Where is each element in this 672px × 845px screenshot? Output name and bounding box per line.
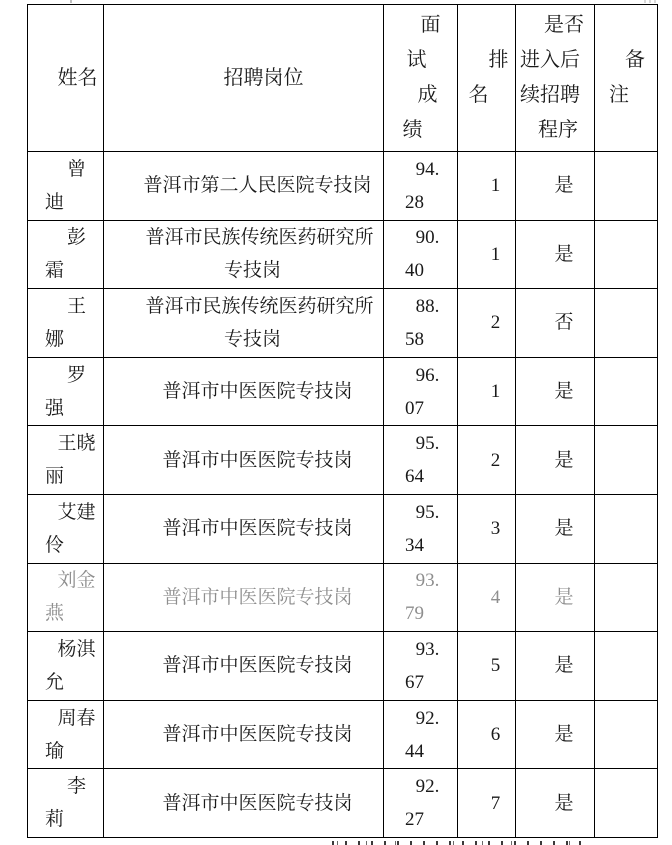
text-line: 允 <box>44 671 64 693</box>
cell-content <box>458 444 515 477</box>
column-header-score <box>384 5 458 152</box>
cell-content <box>384 8 457 148</box>
table-header <box>28 5 658 152</box>
text-line: 名 <box>468 84 489 106</box>
text-line: 普洱市第二人民医院专技岗 <box>143 175 372 197</box>
table-row <box>28 494 658 563</box>
cell-note <box>595 357 658 426</box>
cell-proceed <box>516 563 595 632</box>
table-row <box>28 152 658 221</box>
cutoff-text-fragment-bottom <box>332 841 590 845</box>
text-line: 6 <box>490 724 501 746</box>
cell-name <box>28 632 104 701</box>
cell-position <box>104 563 384 632</box>
column-header-proceed <box>516 5 595 152</box>
cell-note <box>595 700 658 769</box>
cell-score <box>384 220 458 289</box>
cell-content <box>458 649 515 682</box>
cell-rank <box>458 632 516 701</box>
text-line: 强 <box>44 397 64 419</box>
text-line: 79 <box>405 603 424 625</box>
text-line: 95. <box>415 433 440 455</box>
text-line: 专技岗 <box>223 328 281 350</box>
cell-content <box>458 787 515 820</box>
header-row <box>28 5 658 152</box>
text-line: 绩 <box>402 119 423 141</box>
cell-content <box>28 290 103 356</box>
cell-note <box>595 152 658 221</box>
text-line: 27 <box>405 809 424 831</box>
cell-content <box>28 770 103 836</box>
cell-content <box>28 427 103 493</box>
text-line: 成 <box>417 84 438 106</box>
column-header-position <box>104 5 384 152</box>
text-line: 是 <box>554 655 574 677</box>
text-line: 93. <box>415 638 440 660</box>
cell-proceed <box>516 289 595 358</box>
text-line: 7 <box>490 792 501 814</box>
table-row <box>28 769 658 838</box>
text-line: 1 <box>490 243 501 265</box>
text-line: 58 <box>405 328 424 350</box>
cell-proceed <box>516 494 595 563</box>
text-line: 彭 <box>66 227 86 249</box>
cell-position <box>104 152 384 221</box>
text-line: 28 <box>405 191 424 213</box>
cell-proceed <box>516 426 595 495</box>
cell-rank <box>458 769 516 838</box>
cell-content <box>28 702 103 768</box>
text-line: 备 <box>625 49 645 71</box>
cell-content <box>384 564 457 630</box>
column-header-name <box>28 5 104 152</box>
cell-name <box>28 152 104 221</box>
cell-name <box>28 426 104 495</box>
text-line: 67 <box>405 671 424 693</box>
cell-name <box>28 494 104 563</box>
cell-name <box>28 357 104 426</box>
cell-content <box>384 770 457 836</box>
cell-content <box>104 787 383 820</box>
cell-note <box>595 563 658 632</box>
text-line: 1 <box>490 381 501 403</box>
text-line: 周春 <box>57 707 96 729</box>
cell-score <box>384 700 458 769</box>
text-line: 燕 <box>44 603 64 625</box>
column-header-rank <box>458 5 516 152</box>
text-line: 试 <box>406 49 427 71</box>
cell-content <box>595 43 657 113</box>
text-line: 霜 <box>44 260 64 282</box>
cell-content <box>458 238 515 271</box>
text-line: 曾 <box>66 158 86 180</box>
text-line: 普洱市中医医院专技岗 <box>162 518 353 540</box>
cell-content <box>384 221 457 287</box>
cell-content <box>516 649 594 682</box>
cell-content <box>384 359 457 425</box>
cell-content <box>28 496 103 562</box>
text-line: 罗 <box>66 364 86 386</box>
text-line: 34 <box>405 534 424 556</box>
text-line: 64 <box>405 466 424 488</box>
cell-note <box>595 632 658 701</box>
cell-content <box>104 581 383 614</box>
cell-proceed <box>516 220 595 289</box>
text-line: 程序 <box>538 119 578 141</box>
text-line: 44 <box>405 740 424 762</box>
text-line: 艾建 <box>57 501 96 523</box>
text-line: 是 <box>554 175 574 197</box>
cell-content <box>458 375 515 408</box>
cell-rank <box>458 357 516 426</box>
results-table <box>27 4 658 838</box>
cell-content <box>384 427 457 493</box>
cell-proceed <box>516 632 595 701</box>
table-body <box>28 152 658 838</box>
cell-score <box>384 426 458 495</box>
cell-score <box>384 563 458 632</box>
cell-content <box>516 718 594 751</box>
cell-position <box>104 769 384 838</box>
cell-score <box>384 632 458 701</box>
cell-content <box>516 169 594 202</box>
text-line: 是 <box>554 792 574 814</box>
cell-content <box>384 633 457 699</box>
text-line: 1 <box>490 175 501 197</box>
text-line: 是 <box>554 586 574 608</box>
cell-content <box>458 718 515 751</box>
cell-rank <box>458 494 516 563</box>
text-line: 92. <box>415 707 440 729</box>
cell-content <box>28 61 103 96</box>
cell-content <box>384 153 457 219</box>
cell-content <box>384 702 457 768</box>
cell-score <box>384 769 458 838</box>
text-line: 94. <box>415 158 440 180</box>
table-row <box>28 632 658 701</box>
cell-rank <box>458 220 516 289</box>
text-line: 伶 <box>44 534 64 556</box>
text-line: 是 <box>554 243 574 265</box>
table-row <box>28 357 658 426</box>
cell-content <box>516 238 594 271</box>
cell-content <box>384 290 457 356</box>
text-line: 普洱市中医医院专技岗 <box>162 381 353 403</box>
text-line: 是 <box>554 381 574 403</box>
cell-rank <box>458 700 516 769</box>
text-line: 95. <box>415 501 440 523</box>
text-line: 李 <box>66 776 86 798</box>
cell-name <box>28 769 104 838</box>
cell-note <box>595 769 658 838</box>
text-line: 90. <box>415 227 440 249</box>
cell-name <box>28 220 104 289</box>
cell-rank <box>458 426 516 495</box>
text-line: 92. <box>415 776 440 798</box>
text-line: 王 <box>66 295 86 317</box>
cell-rank <box>458 152 516 221</box>
table-row <box>28 220 658 289</box>
cutoff-text-fragment-top <box>644 0 658 3</box>
cell-content <box>104 718 383 751</box>
text-line: 丽 <box>44 466 64 488</box>
cell-content <box>28 564 103 630</box>
cell-position <box>104 289 384 358</box>
text-line: 普洱市中医医院专技岗 <box>162 792 353 814</box>
text-line: 2 <box>490 312 501 334</box>
table-row <box>28 563 658 632</box>
cell-note <box>595 426 658 495</box>
cell-position <box>104 357 384 426</box>
cell-position <box>104 632 384 701</box>
text-line: 王晓 <box>57 433 96 455</box>
text-line: 进入后 <box>520 49 580 71</box>
text-line: 莉 <box>44 809 64 831</box>
cell-content <box>104 512 383 545</box>
text-line: 是 <box>554 449 574 471</box>
cell-note <box>595 494 658 563</box>
text-line: 续招聘 <box>520 84 580 106</box>
table-row <box>28 700 658 769</box>
text-line: 普洱市中医医院专技岗 <box>162 724 353 746</box>
column-header-note <box>595 5 658 152</box>
text-line: 杨淇 <box>57 638 96 660</box>
text-line: 4 <box>490 586 501 608</box>
cutoff-cell-border-fragment <box>70 0 72 3</box>
cell-name <box>28 563 104 632</box>
cell-position <box>104 426 384 495</box>
text-line: 是 <box>554 518 574 540</box>
text-line: 专技岗 <box>223 260 281 282</box>
text-line: 普洱市民族传统医药研究所 <box>145 295 374 317</box>
cell-score <box>384 289 458 358</box>
cell-content <box>104 169 383 202</box>
text-line: 姓名 <box>57 66 98 89</box>
cell-score <box>384 152 458 221</box>
cell-proceed <box>516 357 595 426</box>
text-line: 2 <box>490 449 501 471</box>
text-line: 面 <box>420 14 441 36</box>
text-line: 是 <box>554 724 574 746</box>
text-line: 否 <box>554 312 574 334</box>
text-line: 排 <box>488 49 509 71</box>
cell-proceed <box>516 769 595 838</box>
cell-content <box>458 306 515 339</box>
text-line: 5 <box>490 655 501 677</box>
cell-position <box>104 700 384 769</box>
cell-score <box>384 357 458 426</box>
table-row <box>28 289 658 358</box>
cell-proceed <box>516 700 595 769</box>
cell-content <box>28 359 103 425</box>
cell-content <box>516 512 594 545</box>
text-line: 娜 <box>44 328 64 350</box>
text-line: 刘金 <box>57 570 96 592</box>
cell-position <box>104 494 384 563</box>
text-line: 迪 <box>44 191 64 213</box>
cell-content <box>28 633 103 699</box>
cell-content <box>104 221 383 287</box>
text-line: 93. <box>415 570 440 592</box>
cell-content <box>516 8 594 148</box>
cell-note <box>595 220 658 289</box>
cell-content <box>104 649 383 682</box>
cell-content <box>516 375 594 408</box>
cell-position <box>104 220 384 289</box>
text-line: 普洱市中医医院专技岗 <box>162 586 353 608</box>
cell-content <box>104 444 383 477</box>
cell-content <box>458 581 515 614</box>
cell-note <box>595 289 658 358</box>
cell-content <box>384 496 457 562</box>
cell-content <box>516 787 594 820</box>
text-line: 96. <box>415 364 440 386</box>
text-line: 是否 <box>544 14 584 36</box>
cell-content <box>104 375 383 408</box>
cell-content <box>516 306 594 339</box>
cell-content <box>28 153 103 219</box>
cell-content <box>104 61 383 96</box>
text-line: 瑜 <box>44 740 64 762</box>
cell-score <box>384 494 458 563</box>
cell-rank <box>458 289 516 358</box>
text-line: 普洱市中医医院专技岗 <box>162 449 353 471</box>
cell-rank <box>458 563 516 632</box>
cell-content <box>516 581 594 614</box>
cell-proceed <box>516 152 595 221</box>
text-line: 88. <box>415 295 440 317</box>
cell-content <box>458 169 515 202</box>
text-line: 招聘岗位 <box>223 66 304 89</box>
text-line: 普洱市中医医院专技岗 <box>162 655 353 677</box>
cell-content <box>516 444 594 477</box>
text-line: 3 <box>490 518 501 540</box>
cell-name <box>28 700 104 769</box>
text-line: 40 <box>405 260 424 282</box>
text-line: 注 <box>609 84 629 106</box>
cell-name <box>28 289 104 358</box>
text-line: 普洱市民族传统医药研究所 <box>145 227 374 249</box>
cell-content <box>458 512 515 545</box>
cell-content <box>104 290 383 356</box>
table-row <box>28 426 658 495</box>
cell-content <box>28 221 103 287</box>
cell-content <box>458 43 515 113</box>
text-line: 07 <box>405 397 424 419</box>
